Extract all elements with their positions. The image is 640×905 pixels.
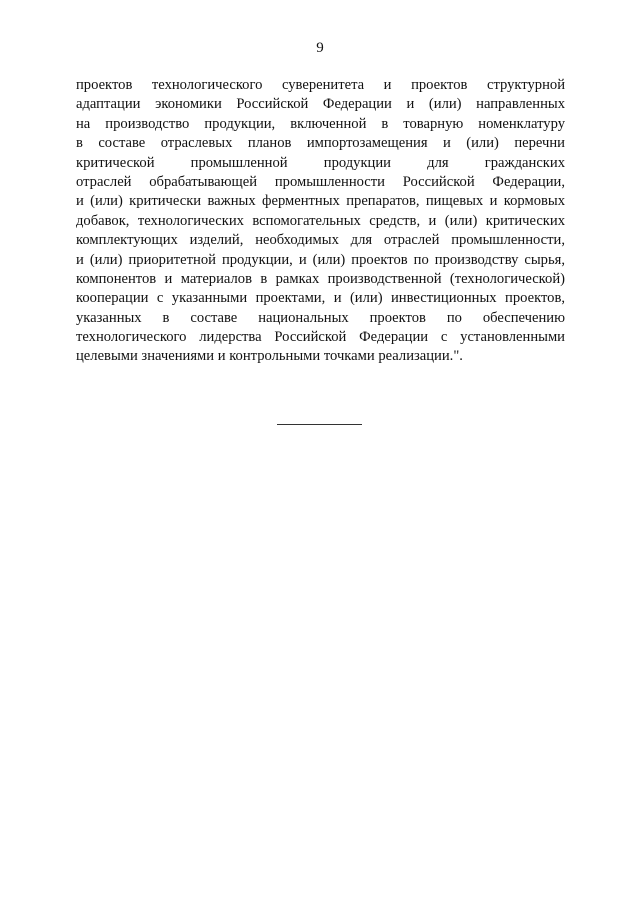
text-line: указанных в составе национальных проектов по обеспечению	[76, 309, 565, 326]
text-line: и (или) приоритетной продукции, и (или) проектов по производству сырья,	[76, 251, 565, 268]
text-line: добавок, технологических вспомогательных средств, и (или) критических	[76, 212, 565, 229]
text-line: компонентов и материалов в рамках производственной (технологической)	[76, 270, 565, 287]
end-of-document-rule	[277, 424, 362, 425]
text-line: критической промышленной продукции для гражданских	[76, 154, 565, 171]
text-line: отраслей обрабатывающей промышленности Российской Федерации,	[76, 173, 565, 190]
text-line: технологического лидерства Российской Федерации с установленными	[76, 329, 565, 346]
text-line: на производство продукции, включенной в товарную номенклатуру	[76, 115, 565, 132]
text-line: и (или) критически важных ферментных препаратов, пищевых и кормовых	[76, 193, 565, 210]
text-line: проектов технологического суверенитета и проектов структурной	[76, 77, 565, 93]
body-paragraph	[76, 76, 565, 367]
text-line: кооперации с указанными проектами, и (или) инвестиционных проектов,	[76, 290, 565, 307]
text-line: в составе отраслевых планов импортозамещения и (или) перечни	[76, 135, 565, 152]
text-line: комплектующих изделий, необходимых для отраслей промышленности,	[76, 232, 565, 249]
text-line-last: целевыми значениями и контрольными точками реализации.".	[76, 348, 463, 365]
page-number: 9	[316, 40, 324, 56]
text-line: адаптации экономики Российской Федерации и (или) направленных	[76, 96, 565, 113]
